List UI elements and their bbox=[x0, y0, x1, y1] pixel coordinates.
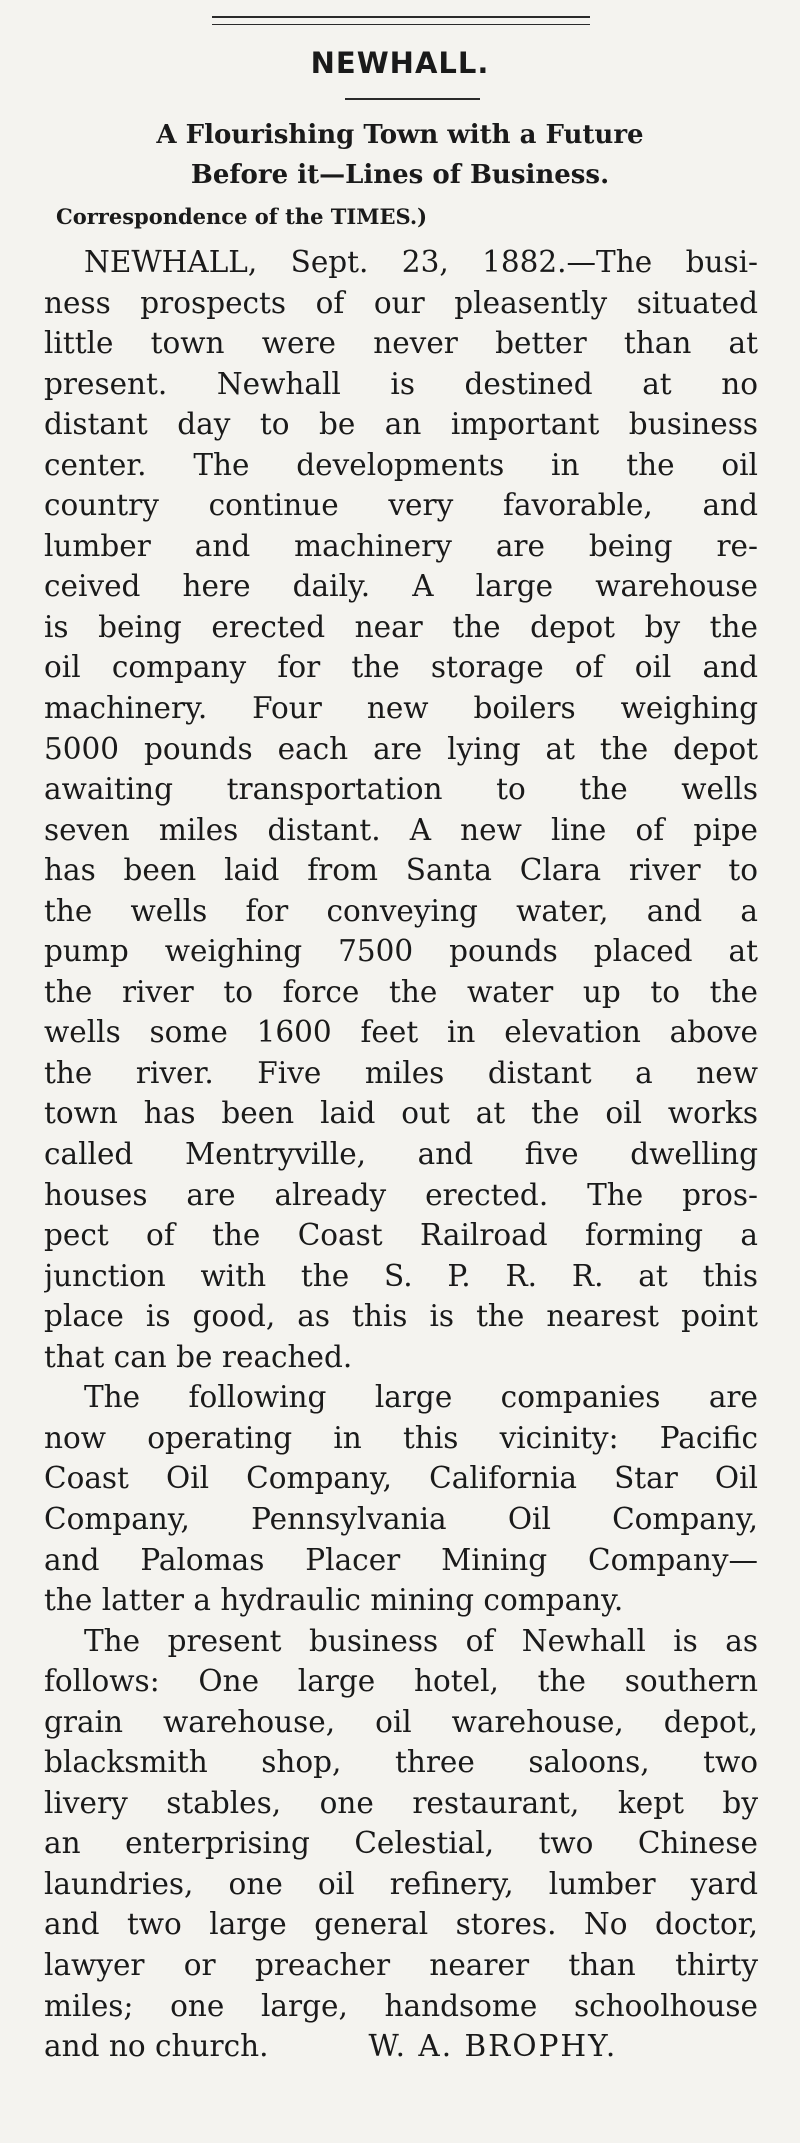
text-line: ness prospects of our pleasently situated bbox=[44, 285, 758, 320]
text-line: miles; one large, handsome schoolhouse bbox=[44, 1988, 758, 2023]
subheading-line-1: A Flourishing Town with a Future bbox=[156, 120, 644, 150]
correspondence-credit: Correspondence of the TIMES.) bbox=[56, 204, 428, 229]
text-line: Company, Pennsylvania Oil Company, bbox=[44, 1501, 758, 1536]
text-line: junction with the S. P. R. R. at this bbox=[44, 1258, 758, 1293]
text-line: is being erected near the depot by the bbox=[44, 609, 758, 644]
text-line: an enterprising Celestial, two Chinese bbox=[44, 1826, 758, 1861]
text-line: center. The developments in the oil bbox=[44, 447, 758, 482]
text-line: the river. Five miles distant a new bbox=[44, 1055, 758, 1090]
text-line: has been laid from Santa Clara river to bbox=[44, 853, 758, 888]
text-line: now operating in this vicinity: Pacific bbox=[44, 1420, 758, 1455]
text-line: The following large companies are bbox=[84, 1380, 758, 1415]
text-line: lawyer or preacher nearer than thirty bbox=[44, 1947, 758, 1982]
text-line: pect of the Coast Railroad forming a bbox=[44, 1218, 758, 1253]
text-line: livery stables, one restaurant, kept by bbox=[44, 1785, 758, 1820]
text-line: oil company for the storage of oil and bbox=[44, 650, 758, 685]
text-line: follows: One large hotel, the southern bbox=[44, 1664, 758, 1699]
paragraph-2 bbox=[44, 1377, 758, 1620]
text-line: little town were never better than at bbox=[44, 326, 758, 361]
text-line: laundries, one oil refinery, lumber yard bbox=[44, 1866, 758, 1901]
text-line: the wells for conveying water, and a bbox=[44, 893, 758, 928]
author-signature: W. A. BROPHY. bbox=[368, 2029, 618, 2064]
text-line: machinery. Four new boilers weighing bbox=[44, 691, 758, 726]
text-line: distant day to be an important business bbox=[44, 407, 758, 442]
paragraph-1 bbox=[44, 242, 758, 1377]
text-line: and two large general stores. No doctor, bbox=[44, 1907, 758, 1942]
text-line: The present business of Newhall is as bbox=[84, 1623, 758, 1658]
text-line: ceived here daily. A large warehouse bbox=[44, 569, 758, 604]
headline: NEWHALL. bbox=[310, 46, 490, 80]
text-line: lumber and machinery are being re- bbox=[44, 528, 758, 563]
text-line: seven miles distant. A new line of pipe bbox=[44, 812, 758, 847]
text-line: the latter a hydraulic mining company. bbox=[44, 1583, 624, 1618]
text-line: the river to force the water up to the bbox=[44, 974, 758, 1009]
text-line: wells some 1600 feet in elevation above bbox=[44, 1015, 758, 1050]
text-line: and Palomas Placer Mining Company— bbox=[44, 1542, 758, 1577]
text-line: blacksmith shop, three saloons, two bbox=[44, 1745, 758, 1780]
text-line: houses are already erected. The pros- bbox=[44, 1177, 758, 1212]
text-line: NEWHALL, Sept. 23, 1882.—The busi- bbox=[84, 245, 758, 279]
text-line: Coast Oil Company, California Star Oil bbox=[44, 1461, 758, 1496]
text-line: called Mentryville, and five dwelling bbox=[44, 1137, 758, 1172]
headline-rule bbox=[345, 98, 480, 100]
closing-line bbox=[44, 2026, 758, 2067]
text-line: pump weighing 7500 pounds placed at bbox=[44, 934, 758, 969]
text-line: town has been laid out at the oil works bbox=[44, 1096, 758, 1131]
paragraph-3 bbox=[44, 1621, 758, 2067]
text-line: grain warehouse, oil warehouse, depot, bbox=[44, 1704, 758, 1739]
text-line: country continue very favorable, and bbox=[44, 488, 758, 523]
top-rule bbox=[212, 16, 590, 25]
text-line: place is good, as this is the nearest point bbox=[44, 1299, 758, 1334]
text-line: that can be reached. bbox=[44, 1339, 353, 1374]
text-line: 5000 pounds each are lying at the depot bbox=[44, 731, 758, 766]
closing-text: and no church. bbox=[44, 2029, 269, 2064]
article-body bbox=[44, 242, 758, 2067]
subheading-line-2: Before it—Lines of Business. bbox=[190, 160, 610, 190]
text-line: present. Newhall is destined at no bbox=[44, 366, 758, 401]
text-line: awaiting transportation to the wells bbox=[44, 772, 758, 807]
